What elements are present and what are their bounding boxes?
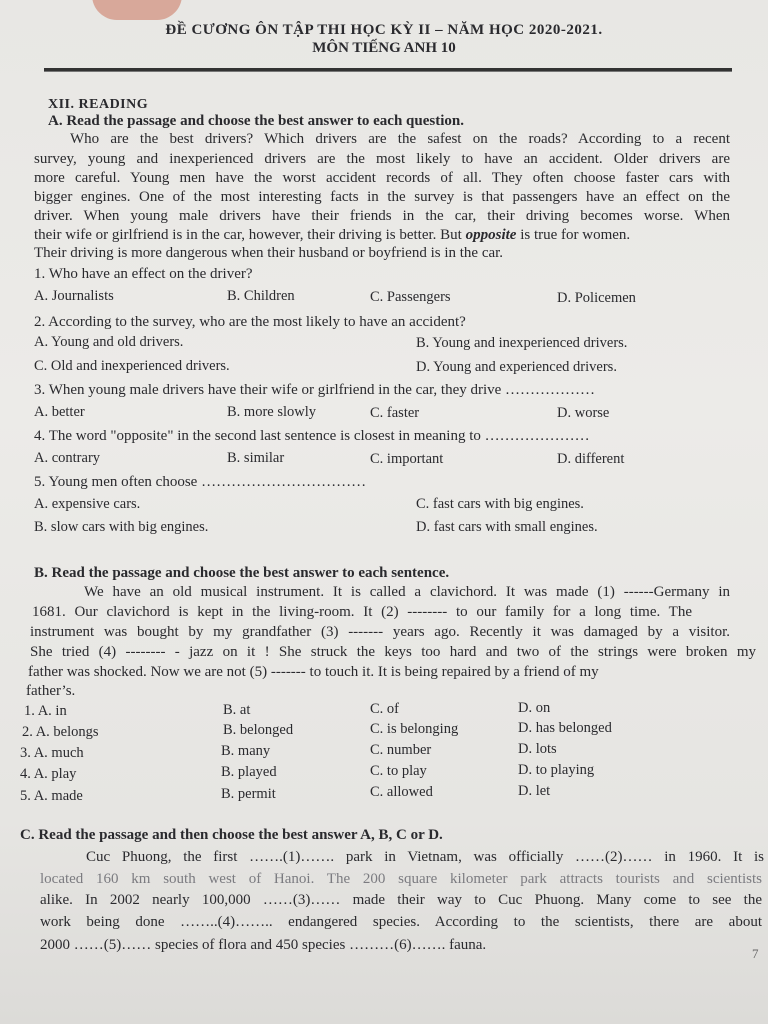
answer-option[interactable]: C. Old and inexperienced drivers. — [34, 358, 230, 374]
answer-option[interactable]: C. fast cars with big engines. — [416, 496, 584, 512]
question: 4. The word "opposite" in the second last sentence is closest in meaning to ………………… — [34, 428, 590, 444]
answer-option[interactable]: B. at — [223, 702, 251, 718]
answer-option[interactable]: D. worse — [557, 405, 610, 421]
passage-b-line: We have an old musical instrument. It is called a clavichord. It was made (1) ------Germany in — [84, 584, 730, 600]
answer-option[interactable]: A. Young and old drivers. — [34, 334, 184, 350]
answer-option[interactable]: B. similar — [227, 450, 285, 466]
section-b-instruction: B. Read the passage and choose the best answer to each sentence. — [34, 565, 450, 581]
section-c-instruction: C. Read the passage and then choose the best answer A, B, C or D. — [20, 827, 443, 843]
passage-a-line: driver. When young male drivers have their friends in the car, their driving becomes worse. When — [34, 208, 730, 224]
answer-option[interactable]: B. more slowly — [227, 404, 317, 420]
answer-option[interactable]: 1. A. in — [24, 703, 67, 719]
answer-option[interactable]: C. is belonging — [370, 721, 459, 737]
answer-option[interactable]: C. Passengers — [370, 289, 451, 305]
passage-b-line: instrument was bought by my grandfather (3) ------- years ago. Recently it was damaged by a visitor. — [30, 624, 730, 640]
answer-option[interactable]: D. Young and experienced drivers. — [416, 359, 617, 375]
emphasis-word: opposite — [465, 227, 517, 243]
answer-option[interactable]: D. fast cars with small engines. — [416, 519, 598, 535]
answer-option[interactable]: B. Children — [227, 288, 295, 304]
answer-option[interactable]: C. important — [370, 451, 444, 467]
answer-option[interactable]: B. belonged — [223, 722, 294, 738]
passage-b-line: father’s. — [26, 683, 76, 699]
answer-option[interactable]: D. has belonged — [518, 720, 612, 736]
passage-a-line: survey, young and inexperienced drivers are the most likely to have an accident. Older drivers are — [34, 151, 730, 167]
header-divider — [44, 68, 732, 72]
answer-option[interactable]: D. lots — [518, 741, 557, 757]
document-subject: MÔN TIẾNG ANH 10 — [312, 40, 456, 56]
answer-option[interactable]: A. expensive cars. — [34, 496, 141, 512]
answer-option[interactable]: D. let — [518, 783, 551, 799]
answer-option[interactable]: C. to play — [370, 763, 427, 779]
passage-c-line: work being done ……..(4)…….. endangered species. According to the scientists, there are about — [40, 914, 762, 930]
answer-option[interactable]: B. slow cars with big engines. — [34, 519, 209, 535]
answer-option[interactable]: C. allowed — [370, 784, 433, 800]
answer-option[interactable]: B. Young and inexperienced drivers. — [416, 335, 628, 351]
answer-option[interactable]: 5. A. made — [20, 788, 83, 804]
answer-option[interactable]: B. many — [221, 743, 271, 759]
document-title: ĐỀ CƯƠNG ÔN TẬP THI HỌC KỲ II – NĂM HỌC 2020-2021. — [165, 22, 603, 38]
question: 1. Who have an effect on the driver? — [34, 266, 253, 282]
passage-c-line: Cuc Phuong, the first …….(1)……. park in Vietnam, was officially ……(2)…… in 1960. It is — [86, 849, 764, 865]
passage-a-line: their wife or girlfriend is in the car, however, their driving is better. But opposite is true for women. — [34, 227, 631, 243]
answer-option[interactable]: D. on — [518, 700, 551, 716]
answer-option[interactable]: 2. A. belongs — [22, 724, 99, 740]
passage-a-line: bigger engines. One of the most interesting facts in the survey is that passengers have an effect on the — [34, 189, 730, 205]
passage-a-line: Their driving is more dangerous when their husband or boyfriend is in the car. — [34, 245, 504, 261]
answer-option[interactable]: D. different — [557, 451, 625, 467]
passage-b-line: 1681. Our clavichord is kept in the living-room. It (2) -------- to our family for a long time. The — [32, 604, 692, 620]
answer-option[interactable]: 4. A. play — [20, 766, 77, 782]
answer-option[interactable]: B. permit — [221, 786, 276, 802]
passage-c-line: located 160 km south west of Hanoi. The 200 square kilometer park attracts tourists and scientists — [40, 871, 762, 887]
passage-a-line: Who are the best drivers? Which drivers are the safest on the roads? According to a recent — [70, 131, 730, 147]
passage-b-line: father was shocked. Now we are not (5) ------- to touch it. It is being repaired by a friend of my — [28, 664, 599, 680]
question: 2. According to the survey, who are the most likely to have an accident? — [34, 314, 466, 330]
answer-option[interactable]: D. to playing — [518, 762, 595, 778]
answer-option[interactable]: D. Policemen — [557, 290, 636, 306]
passage-c-line: 2000 ……(5)…… species of flora and 450 species ………(6)……. fauna. — [40, 937, 487, 953]
answer-option[interactable]: A. better — [34, 404, 85, 420]
answer-option[interactable]: C. of — [370, 701, 399, 717]
question: 3. When young male drivers have their wife or girlfriend in the car, they drive ……………… — [34, 382, 596, 398]
section-a-instruction: A. Read the passage and choose the best answer to each question. — [48, 113, 464, 129]
answer-option[interactable]: C. number — [370, 742, 432, 758]
passage-a-line: more careful. Young men have the worst accident records of all. They often choose faster cars with — [34, 170, 730, 186]
answer-option[interactable]: A. Journalists — [34, 288, 114, 304]
answer-option[interactable]: C. faster — [370, 405, 420, 421]
page-number: 7 — [752, 946, 759, 961]
answer-option[interactable]: 3. A. much — [20, 745, 84, 761]
passage-b-line: She tried (4) -------- - jazz on it ! She struck the keys too hard and two of the strings were broken my — [30, 644, 756, 660]
answer-option[interactable]: B. played — [221, 764, 277, 780]
finger-shadow — [92, 0, 182, 20]
answer-option[interactable]: A. contrary — [34, 450, 101, 466]
question: 5. Young men often choose …………………………… — [34, 474, 367, 490]
passage-c-line: alike. In 2002 nearly 100,000 ……(3)…… made their way to Cuc Phuong. Many come to see the — [40, 892, 762, 908]
section-heading: XII. READING — [48, 97, 149, 112]
